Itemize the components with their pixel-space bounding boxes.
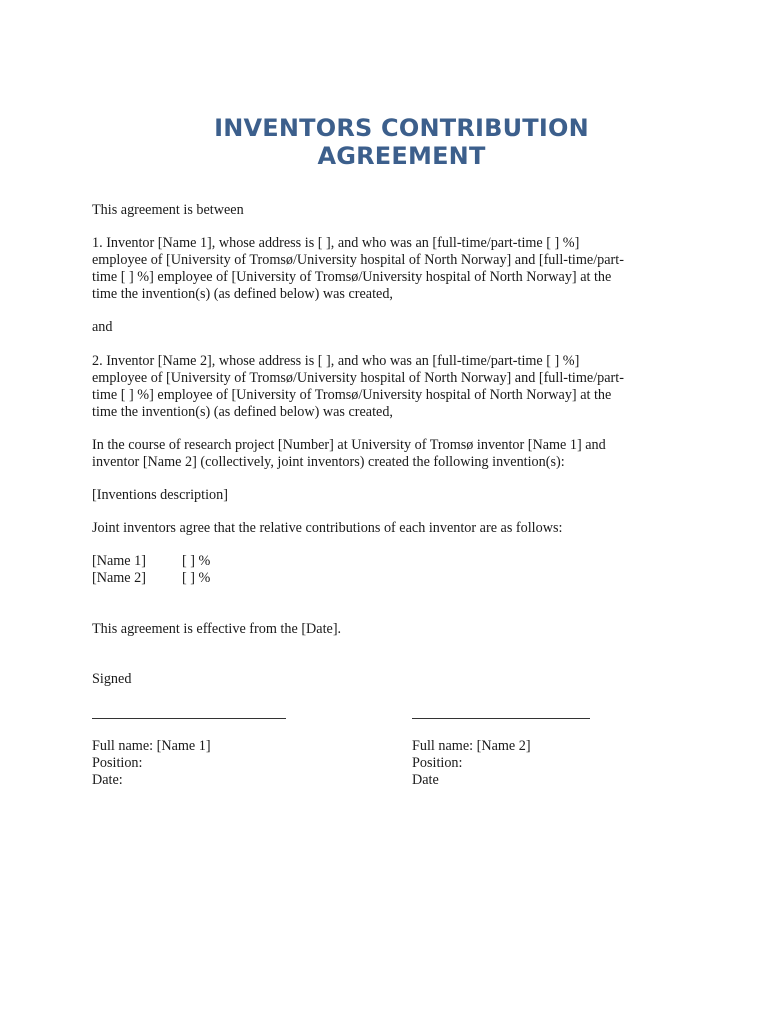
signature-line-2 (412, 718, 590, 719)
intro-paragraph (92, 202, 692, 219)
signatory-1-full-name: Full name: [Name 1] (92, 738, 211, 754)
intro-text: This agreement is between (92, 202, 244, 218)
signed-paragraph (92, 671, 692, 688)
signatory-1-date: Date: (92, 772, 123, 788)
inventor-2-line: time [ ] %] employee of [University of Tromsø/University hospital of North Norway] at the (92, 387, 612, 403)
signatory-2-full-name: Full name: [Name 2] (412, 738, 531, 754)
inventor-1-line: employee of [University of Tromsø/University hospital of North Norway] and [full-time/part- (92, 252, 624, 268)
title-line-1: INVENTORS CONTRIBUTION (214, 114, 589, 142)
inventor-2-line: 2. Inventor [Name 2], whose address is [ ], and who was an [full-time/part-time [ ] %] (92, 353, 580, 369)
course-paragraph (92, 437, 692, 471)
contribution-name: [Name 2] (92, 570, 146, 586)
signatory-2-position: Position: (412, 755, 463, 771)
title-line-2: AGREEMENT (317, 142, 486, 170)
contribution-row (92, 570, 242, 587)
inventions-description-text: [Inventions description] (92, 487, 228, 503)
contribution-row (92, 553, 242, 570)
contribution-value: [ ] % (182, 570, 211, 586)
inventor-1-line: time the invention(s) (as defined below) was created, (92, 286, 393, 302)
signatory-1-position: Position: (92, 755, 143, 771)
course-line: In the course of research project [Number] at University of Tromsø inventor [Name 1] and (92, 437, 606, 453)
inventions-description-paragraph (92, 487, 692, 504)
and-text: and (92, 319, 113, 335)
signature-line-1 (92, 718, 286, 719)
inventor-1-line: 1. Inventor [Name 1], whose address is [ ], and who was an [full-time/part-time [ ] %] (92, 235, 580, 251)
contributions-intro-paragraph (92, 520, 692, 537)
inventor-2-line: employee of [University of Tromsø/University hospital of North Norway] and [full-time/part- (92, 370, 624, 386)
inventor-2-paragraph (92, 353, 692, 421)
contributions-intro-text: Joint inventors agree that the relative contributions of each inventor are as follows: (92, 520, 563, 536)
contributions-table (92, 553, 242, 587)
effective-paragraph (92, 621, 692, 638)
signatory-1-block (92, 738, 211, 789)
inventor-1-line: time [ ] %] employee of [University of Tromsø/University hospital of North Norway] at the (92, 269, 612, 285)
signed-text: Signed (92, 671, 132, 687)
effective-text: This agreement is effective from the [Date]. (92, 621, 342, 637)
contribution-name: [Name 1] (92, 553, 146, 569)
and-paragraph (92, 319, 692, 336)
signatory-2-block (412, 738, 531, 789)
document-title (0, 114, 770, 170)
course-line: inventor [Name 2] (collectively, joint inventors) created the following invention(s): (92, 454, 565, 470)
inventor-1-paragraph (92, 235, 692, 303)
contribution-value: [ ] % (182, 553, 211, 569)
inventor-2-line: time the invention(s) (as defined below) was created, (92, 404, 393, 420)
signatory-2-date: Date (412, 772, 439, 788)
